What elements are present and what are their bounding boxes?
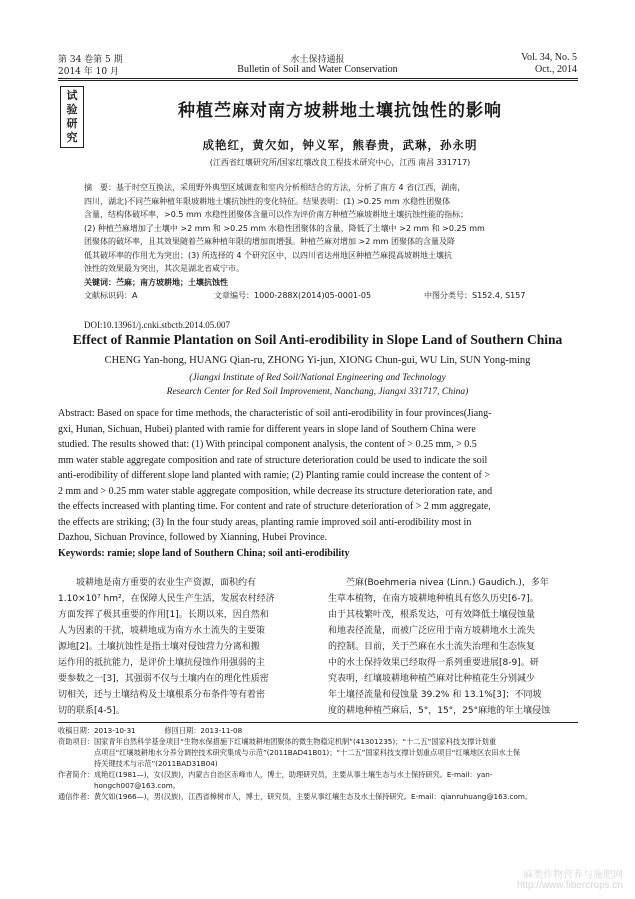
abstract-cn-line: (2) 种植苎麻增加了土壤中 >2 mm 和 >0.25 mm 水稳性团聚体的含量，降低了土壤中 >2 mm 和 >0.25 mm: [84, 223, 485, 233]
clc-number: 中图分类号：S152.4, S157: [424, 291, 526, 300]
abstract-cn-line: 蚀性的效果最为突出，其次是湖北省咸宁市。: [84, 264, 244, 273]
authors-en: CHENG Yan-hong, HUANG Qian-ru, ZHONG Yi-jun, XIONG Chun-gui, WU Lin, SUN Yong-ming: [104, 355, 531, 366]
article-type-char: 究: [66, 131, 78, 144]
article-type-char: 试: [66, 89, 78, 102]
abstract-en: [58, 406, 583, 561]
footnote-line: 持关键技术与示范”(2011BAD31B04): [58, 759, 218, 768]
abstract-cn-line: 低其破坏率的作用尤为突出；(3) 所选择的 4 个研究区中，以四川省达州地区种植苎麻提高坡耕地土壤抗: [84, 250, 453, 260]
body-line: 切的联系[4-5]。: [58, 706, 125, 716]
article-number: 文章编号：1000-288X(2014)05-0001-05: [214, 291, 372, 300]
abstract-en-line: 2 mm and > 0.25 mm water stable aggregate composition, while decrease its structure deterioration rate, and: [58, 485, 493, 497]
volume-issue-cn: 第 34 卷第 5 期: [58, 55, 123, 65]
affiliation-cn: (江西省红壤研究所/国家红壤改良工程技术研究中心，江西 南昌 331717): [209, 158, 471, 167]
watermark-url: http://www.fibercrops.cn: [516, 880, 623, 891]
header-rule-double: [58, 80, 578, 81]
title-cn: 种植苎麻对南方坡耕地土壤抗蚀性的影响: [178, 101, 502, 121]
body-line: 源地[2]。土壤抗蚀性是指土壤对侵蚀营力分离和搬: [58, 642, 260, 652]
footnote-line: 通信作者：黄欠如(1966—)，男(汉族)，江西省樟树市人，博士，研究员，主要从事红壤生态及水土保持研究。E-mail：qianruhuang@163.com。: [58, 792, 533, 801]
body-column-right: [328, 575, 586, 719]
abstract-cn-line: 团聚体的破坏率，且其效果随着苎麻种植年限的增加而增强。种植苎麻对增加 >2 mm 团聚体的含量及降: [84, 237, 456, 246]
abstract-en-line: studied. The results showed that: (1) With principal component analysis, the content of > 0.25 mm, > 0.5: [58, 439, 477, 450]
volume-issue-en: Vol. 34, No. 5: [521, 52, 577, 63]
abstract-en-line: anti-erodibility of different slope land planted with ramie; (2) Planting ramie could increase the content of >: [58, 470, 490, 481]
authors-cn: 成艳红，黄欠如，钟义军，熊春贵，武琳，孙永明: [202, 138, 478, 152]
journal-name-en: Bulletin of Soil and Water Conservation: [237, 64, 398, 75]
body-line: 度的耕地种植苎麻后，5°，15°，25°麻地的年土壤侵蚀: [328, 706, 551, 716]
footnote-line: 收稿日期：2013-10-31 修回日期：2013-11-08: [58, 726, 243, 735]
abstract-cn-line: 四川，湖北)不同苎麻种植年限坡耕地土壤抗蚀性的变化特征。结果表明：(1) >0.25 mm 水稳性团聚体: [84, 196, 451, 206]
affiliation-en-line1: (Jiangxi Institute of Red Soil/National Engineering and Technology: [189, 373, 446, 383]
abstract-en-line: the effects increased with planting time. For content and rate of structure deterioration of > 2 mm aggregate,: [58, 501, 491, 512]
footnotes: [58, 725, 588, 802]
abstract-en-line: Dazhou, Sichuan Province, followed by Xianning, Hubei Province.: [58, 532, 328, 543]
doi: DOI:10.13961/j.cnki.stbctb.2014.05.007: [84, 320, 230, 330]
footnote-line: 点项目“红壤坡耕地水分养分调控技术研究集成与示范”(2011BAD41B01)；“十二五”国家科技支撑计划重点项目“红壤地区农田水土保: [58, 748, 521, 757]
body-column-left: [58, 575, 316, 719]
body-line: 中的水土保持效果已经取得一系列重要进展[8-9]。研: [328, 658, 539, 668]
body-line: 的控制。目前，关于苎麻在水土流失治理和生态恢复: [328, 642, 536, 652]
article-type-char: 验: [66, 103, 78, 116]
abstract-en-line: mm water stable aggregate composition and rate of structure deterioration could be used to indicate the soil: [58, 454, 488, 466]
footnote-line: hongch007@163.com。: [58, 781, 180, 790]
abstract-en-line: the effects are striking; (3) In the four study areas, planting ramie improved soil anti-erodibility most in: [58, 516, 472, 528]
body-line: 由于其枝繁叶茂，根系发达，可有效降低土壤侵蚀量: [328, 610, 536, 620]
abstract-en-line: gxi, Hunan, Sichuan, Hubei) planted with ramie for different years in slope land of Southern China were: [58, 423, 476, 435]
body-line: 生草本植物，在南方坡耕地种植具有悠久历史[6-7]。: [328, 594, 539, 604]
body-line: 要参数之一[3]，其强弱不仅与土壤内在的理化性质密: [58, 674, 269, 684]
keywords-cn: 关键词：苎麻；南方坡耕地；土壤抗蚀性: [84, 277, 228, 287]
header-rule: [58, 78, 578, 79]
body-line: 运作用的抵抗能力，是评价土壤抗侵蚀作用强弱的主: [58, 658, 266, 668]
footnote-line: 资助项目：国家青年自然科学基金项目“生物水保措施下红壤坡耕地团聚体的微生物稳定机制”(41301235)；“十二五”国家科技支撑计划重: [58, 737, 497, 746]
watermark-cn: 麻类作物营养与施肥网: [523, 870, 623, 881]
footnote-line: 作者简介：成艳红(1981—)，女(汉族)，内蒙古自治区赤峰市人，博士，助理研究员，主要从事土壤生态与水土保持研究。E-mail：yan-: [58, 770, 493, 779]
body-line: 1.10×10⁷ hm²，在保障人民生产生活，发展农村经济: [58, 594, 275, 604]
body-line: 人为因素的干扰，坡耕地成为南方水土流失的主要策: [58, 626, 266, 636]
date-en: Oct., 2014: [535, 64, 577, 75]
article-type-box: [60, 86, 84, 148]
abstract-cn-line: 摘 要：基于时空互换法，采用野外典型区域调查和室内分析相结合的方法，分析了南方 4 省(江西，湖南，: [84, 183, 466, 192]
body-line: 坡耕地是南方重要的农业生产资源，面积约有: [76, 578, 257, 588]
document-code: 文献标识码：A: [84, 291, 138, 300]
title-en: Effect of Ranmie Plantation on Soil Anti-erodibility in Slope Land of Southern China: [72, 332, 563, 347]
affiliation-en-line2: Research Center for Red Soil Improvement, Nanchang, Jiangxi 331717, China): [166, 387, 469, 397]
abstract-cn-line: 含量，结构体破坏率，>0.5 mm 水稳性团聚体含量可以作为评价南方种植苎麻坡耕地土壤抗蚀性能的指标；: [84, 210, 469, 219]
footnote-rule: [58, 722, 578, 723]
abstract-cn: [84, 181, 584, 303]
body-line: 苎麻(Boehmeria nivea (Linn.) Gaudich.)，多年: [346, 578, 549, 588]
article-type-char: 研: [66, 117, 78, 130]
body-line: 年土壤径流量和侵蚀量 39.2% 和 13.1%[3]；不同坡: [328, 690, 542, 700]
body-line: 切相关，还与土壤结构及土壤根系分布条件等有着密: [58, 690, 266, 700]
abstract-en-line: Abstract: Based on space for time methods, the characteristic of soil anti-erodibility in four provinces(Jiang-: [58, 408, 492, 419]
body-line: 方面发挥了极其重要的作用[1]。长期以来，因自然和: [58, 610, 269, 620]
keywords-en: Keywords: ramie; slope land of Southern China; soil anti-erodibility: [58, 547, 350, 559]
body-line: 和地表径流量，而被广泛应用于南方坡耕地水土流失: [328, 626, 536, 636]
date-cn: 2014 年 10 月: [58, 67, 119, 77]
body-line: 究表明，红壤坡耕地种植苎麻对比种植花生分别减少: [328, 674, 536, 684]
journal-name-cn: 水土保持通报: [290, 55, 345, 65]
